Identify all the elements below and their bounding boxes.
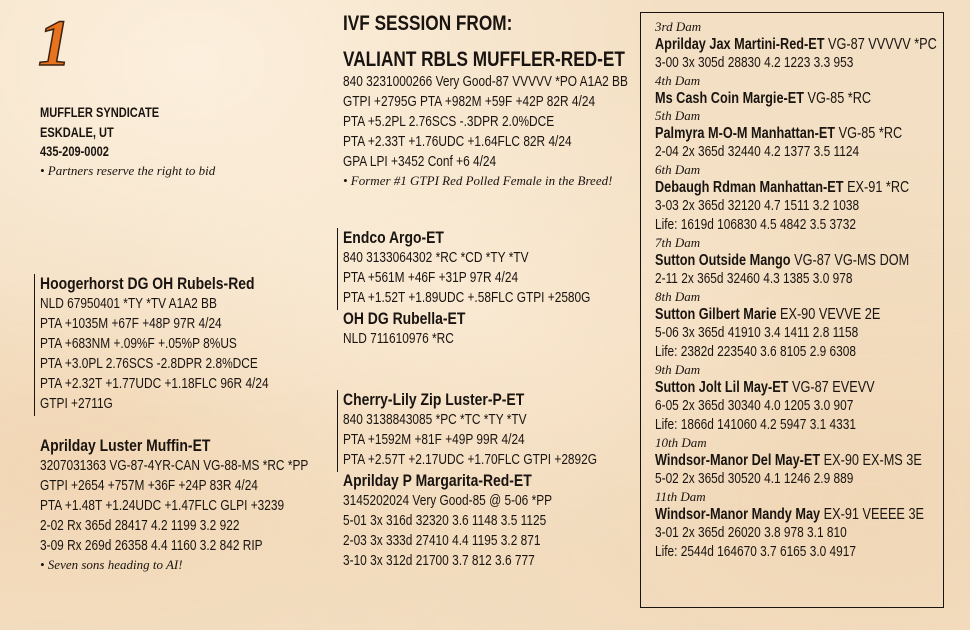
dam-margarita-line: 2-03 3x 333d 27410 4.4 1195 3.2 871 xyxy=(343,533,541,549)
dam-record-line: Life: 1619d 106830 4.5 4842 3.5 3732 xyxy=(655,217,857,233)
dam-classification: VG-87 VG-MS DOM xyxy=(794,252,910,269)
dam-classification: EX-90 VEVVE 2E xyxy=(779,306,881,323)
dam-record-line: 3-00 3x 305d 28830 4.2 1223 3.3 953 xyxy=(655,55,854,71)
headline-line1: IVF SESSION FROM: xyxy=(343,12,513,35)
dam-pedigree-box xyxy=(640,12,944,608)
dam-record-line: Life: 2382d 223540 3.6 8105 2.9 6308 xyxy=(655,344,857,360)
dam-record-line: 2-11 2x 365d 32460 4.3 1385 3.0 978 xyxy=(655,271,853,287)
consignor-info xyxy=(40,103,215,179)
dam-margarita-block xyxy=(343,471,598,571)
dam-muffin-line: GTPI +2654 +757M +36F +24P 83R 4/24 xyxy=(40,478,258,494)
dam-label: 3rd Dam xyxy=(655,19,702,34)
headline xyxy=(343,10,687,74)
dam-name-line xyxy=(655,505,937,524)
dam-name: Palmyra M-O-M Manhattan-ET xyxy=(655,125,836,142)
dam-entry xyxy=(655,362,970,435)
dam-classification: EX-91 *RC xyxy=(847,179,910,196)
dam-rubella-block xyxy=(343,309,492,349)
sire-hoogerhorst-name: Hoogerhorst DG OH Rubels-Red xyxy=(40,274,255,293)
dam-name-line xyxy=(655,89,937,108)
dam-name: Sutton Gilbert Marie xyxy=(655,306,777,323)
dam-record-line: 5-06 3x 365d 41910 3.4 1411 2.8 1158 xyxy=(655,325,859,341)
dam-classification: VG-87 VVVVV *PC xyxy=(828,36,937,53)
dam-margarita-name: Aprilday P Margarita-Red-ET xyxy=(343,471,532,490)
main-animal-line: GTPI +2795G PTA +982M +59F +42P 82R 4/24 xyxy=(343,94,596,110)
sire-hoogerhorst-line: GTPI +2711G xyxy=(40,396,113,412)
dam-record-line: 5-02 2x 365d 30520 4.1 1246 2.9 889 xyxy=(655,471,854,487)
dam-entry xyxy=(655,19,970,73)
dam-classification: VG-85 *RC xyxy=(838,125,903,142)
dam-label: 11th Dam xyxy=(655,489,706,504)
dam-muffin-line: 2-02 Rx 365d 28417 4.2 1199 3.2 922 xyxy=(40,518,240,534)
dam-name-line xyxy=(655,451,937,470)
dam-muffin-name: Aprilday Luster Muffin-ET xyxy=(40,436,211,455)
dam-entry xyxy=(655,489,970,562)
dam-label: 10th Dam xyxy=(655,435,707,450)
dam-entry xyxy=(655,73,970,108)
dam-classification: EX-91 VEEEE 3E xyxy=(823,506,924,523)
sire-endco-line: PTA +561M +46F +31P 97R 4/24 xyxy=(343,270,519,286)
dam-entry xyxy=(655,108,970,162)
dam-entry xyxy=(655,162,970,235)
dam-name: Sutton Outside Mango xyxy=(655,252,791,269)
dam-muffin-note: • Seven sons heading to AI! xyxy=(40,557,183,572)
sire-cherry-line: 840 3138843085 *PC *TC *TY *TV xyxy=(343,412,527,428)
dam-record-line: Life: 2544d 164670 3.7 6165 3.0 4917 xyxy=(655,544,857,560)
dam-name-line xyxy=(655,305,937,324)
dam-muffin-line: PTA +1.48T +1.24UDC +1.47FLC GLPI +3239 xyxy=(40,498,285,514)
dam-label: 4th Dam xyxy=(655,73,701,88)
main-animal-details xyxy=(343,72,690,189)
dam-entry xyxy=(655,235,970,289)
dam-name: Aprilday Jax Martini-Red-ET xyxy=(655,36,825,53)
dam-label: 9th Dam xyxy=(655,362,701,377)
main-animal-line: GPA LPI +3452 Conf +6 4/24 xyxy=(343,154,497,170)
dam-classification: VG-87 EVEVV xyxy=(791,379,875,396)
dam-label: 5th Dam xyxy=(655,108,701,123)
dam-label: 6th Dam xyxy=(655,162,701,177)
sire-endco-block xyxy=(337,228,645,310)
dam-rubella-name: OH DG Rubella-ET xyxy=(343,309,466,328)
dam-name-line xyxy=(655,378,937,397)
dam-name: Windsor-Manor Mandy May xyxy=(655,506,821,523)
dam-name-line xyxy=(655,251,937,270)
consignor-name: MUFFLER SYNDICATE xyxy=(40,105,160,120)
dam-name: Ms Cash Coin Margie-ET xyxy=(655,90,805,107)
dam-label: 8th Dam xyxy=(655,289,701,304)
dam-record-line: 3-03 2x 365d 32120 4.7 1511 3.2 1038 xyxy=(655,198,860,214)
consignor-note: • Partners reserve the right to bid xyxy=(40,162,216,178)
consignor-location: ESKDALE, UT xyxy=(40,124,114,140)
sire-cherry-line: PTA +1592M +81F +49P 99R 4/24 xyxy=(343,432,525,448)
dam-classification: VG-85 *RC xyxy=(807,90,872,107)
consignor-phone: 435-209-0002 xyxy=(40,144,109,159)
dam-classification: EX-90 EX-MS 3E xyxy=(823,452,922,469)
dam-name-line xyxy=(655,124,937,143)
dam-margarita-line: 5-01 3x 316d 32320 3.6 1148 3.5 1125 xyxy=(343,513,547,529)
dam-list xyxy=(655,19,970,562)
main-animal-line: PTA +5.2PL 2.76SCS -.3DPR 2.0%DCE xyxy=(343,114,555,130)
headline-line2: VALIANT RBLS MUFFLER-RED-ET xyxy=(343,48,625,71)
dam-name: Debaugh Rdman Manhattan-ET xyxy=(655,179,844,196)
main-animal-note: • Former #1 GTPI Red Polled Female in the Breed! xyxy=(343,173,613,188)
sire-endco-line: PTA +1.52T +1.89UDC +.58FLC GTPI +2580G xyxy=(343,290,591,306)
sire-endco-name: Endco Argo-ET xyxy=(343,228,444,247)
dam-entry xyxy=(655,435,970,489)
main-animal-line: PTA +2.33T +1.76UDC +1.64FLC 82R 4/24 xyxy=(343,134,572,150)
sire-hoogerhorst-line: PTA +3.0PL 2.76SCS -2.8DPR 2.8%DCE xyxy=(40,356,258,372)
sire-cherry-line: PTA +2.57T +2.17UDC +1.70FLC GTPI +2892G xyxy=(343,452,598,468)
sire-hoogerhorst-line: PTA +1035M +67F +48P 97R 4/24 xyxy=(40,316,222,332)
dam-name: Windsor-Manor Del May-ET xyxy=(655,452,821,469)
dam-record-line: Life: 1866d 141060 4.2 5947 3.1 4331 xyxy=(655,417,857,433)
sire-hoogerhorst-block xyxy=(34,274,319,416)
sire-cherry-name: Cherry-Lily Zip Luster-P-ET xyxy=(343,390,525,409)
sire-hoogerhorst-line: NLD 67950401 *TY *TV A1A2 BB xyxy=(40,296,217,312)
dam-entry xyxy=(655,289,970,362)
dam-muffin-line: 3-09 Rx 269d 26358 4.4 1160 3.2 842 RIP xyxy=(40,538,263,554)
lot-number: 1 xyxy=(38,7,71,80)
main-animal-line: 840 3231000266 Very Good-87 VVVVV *PO A1A2 BB xyxy=(343,74,628,90)
dam-margarita-line: 3-10 3x 312d 21700 3.7 812 3.6 777 xyxy=(343,553,535,569)
dam-muffin-line: 3207031363 VG-87-4YR-CAN VG-88-MS *RC *PP xyxy=(40,458,309,474)
dam-name: Sutton Jolt Lil May-ET xyxy=(655,379,789,396)
dam-name-line xyxy=(655,35,937,54)
dam-muffin-block xyxy=(40,436,367,573)
sire-hoogerhorst-line: PTA +2.32T +1.77UDC +1.18FLC 96R 4/24 xyxy=(40,376,269,392)
sire-endco-line: 840 3133064302 *RC *CD *TY *TV xyxy=(343,250,529,266)
dam-margarita-line: 3145202024 Very Good-85 @ 5-06 *PP xyxy=(343,493,553,509)
dam-record-line: 6-05 2x 365d 30340 4.0 1205 3.0 907 xyxy=(655,398,854,414)
dam-record-line: 2-04 2x 365d 32440 4.2 1377 3.5 1124 xyxy=(655,144,860,160)
dam-name-line xyxy=(655,178,937,197)
sire-cherry-block xyxy=(337,390,653,472)
dam-rubella-line: NLD 711610976 *RC xyxy=(343,331,454,347)
dam-record-line: 3-01 2x 365d 26020 3.8 978 3.1 810 xyxy=(655,525,847,541)
sire-hoogerhorst-line: PTA +683NM +.09%F +.05%P 8%US xyxy=(40,336,237,352)
dam-label: 7th Dam xyxy=(655,235,701,250)
